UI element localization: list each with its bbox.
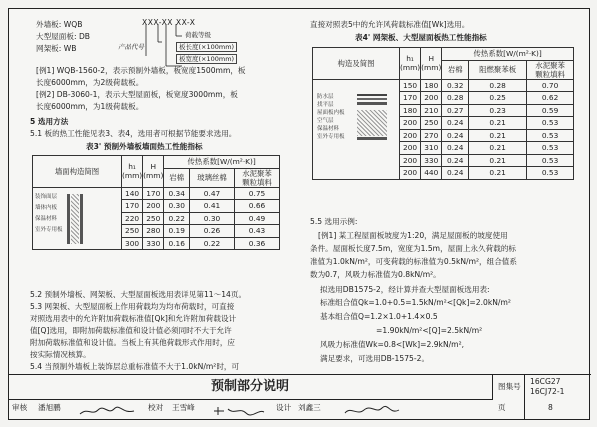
t3-head-cement: 水泥聚苯 颗粒填料 [235,168,280,187]
t4-cell: 0.24 [442,117,469,130]
t4-cell: 0.24 [442,129,469,142]
wall-outer-board [80,194,83,244]
section5-1: 5.1 板的热工性能见表3、表4，选用者可根据节能要求选用。 [30,129,237,138]
t3-cell: 0.66 [235,200,280,213]
layer-label: 保温材料 [317,125,340,132]
t4-cell: 0.53 [527,167,574,180]
t3-cell: 0.43 [235,225,280,238]
layer-label: 找平层 [317,101,334,108]
t4-head-h1: h₁ (mm) [400,48,421,80]
example-line: 满足要求，可选用DB-1575-2。 [320,354,430,363]
right-intro: 直接对照表5中的允许风荷载标准值[Wk]选用。 [310,20,470,29]
t3-head-rock: 岩棉 [164,168,190,187]
t3-cell: 330 [143,237,164,250]
t3-cell: 170 [122,200,143,213]
t4-cell: 0.23 [469,104,527,117]
roof-waterproof-line [357,94,387,96]
t3-cell: 0.22 [164,212,190,225]
t3-cell: 0.30 [190,212,235,225]
t3-head-h: H (mm) [143,156,164,188]
designer-signature [342,402,402,414]
atlas-label: 图集号 [498,382,521,391]
table3-title: 表3' 预制外墙板墙面热工性能指标 [86,142,203,151]
section5-3a: 5.3 网架板、大型屋面板上作用荷载均为均布荷载时，可直接 [30,302,235,311]
example-line: [例1] 某工程屋面板坡度为1:20，满足屋面板的坡度使用 [318,231,508,240]
t4-cell: 0.21 [469,142,527,155]
table-row [313,79,574,92]
example-line: 基本组合值Q=1.2×1.0+1.4×0.5 [320,312,438,321]
t3-cell: 280 [143,225,164,238]
example1-line2: 长度6000mm，为2级荷载板。 [36,78,144,87]
t3-cell: 0.34 [164,187,190,200]
page-label: 页 [498,403,506,412]
section5-3c: 值[Q]选用，即附加荷载标准值和设计值必须同时不大于允许 [30,326,232,335]
roof-code: 大型屋面板: DB [36,32,90,41]
layer-label: 装饰面层 [35,193,58,200]
t3-cell: 0.47 [190,187,235,200]
example-line: 拟选用DB1575-2，经计算并查大型屋面板选用表: [320,285,490,294]
t4-cell: 0.53 [527,142,574,155]
t4-cell: 200 [400,154,421,167]
t4-cell: 270 [421,129,442,142]
t4-cell: 180 [400,104,421,117]
frame-code: 网架板: WB [36,44,77,53]
t4-head-h: H (mm) [421,48,442,80]
section5-3e: 按实际情况核算。 [30,350,91,359]
t4-cell: 0.24 [442,142,469,155]
t3-cell: 0.75 [235,187,280,200]
roof-section-diagram [313,79,400,179]
t4-cell: 0.70 [527,79,574,92]
section5-3d: 附加荷载标准值和设计值。当板上有其他荷载形式作用时，应 [30,338,236,347]
t4-head-coef: 传热系数[W/(m²·K)] [442,48,574,61]
width-label: 板宽度(×100mm) [176,54,237,64]
t4-cell: 0.28 [442,92,469,105]
divider [524,375,525,419]
t3-cell: 0.26 [190,225,235,238]
layer-label: 屋面板内板 [317,109,345,116]
length-label: 板长度(×100mm) [176,42,237,52]
example1-line1: [例1] WQB-1560-2，表示预制外墙板，板宽度1500mm，板 [36,66,246,75]
t4-cell: 330 [421,154,442,167]
t4-cell: 170 [400,92,421,105]
example-line: 标准组合值Qk=1.0+0.5=1.5kN/m²<[Qk]=2.0kN/m² [320,298,511,307]
table-row [33,187,280,200]
example-line: 条件。屋面板长度7.5m，宽度为1.5m，屋面上永久荷载的标 [310,244,517,253]
t4-head-cement: 水泥聚苯 颗粒填料 [527,60,574,79]
t4-cell: 200 [400,117,421,130]
t3-cell: 0.49 [235,212,280,225]
t3-cell: 0.30 [164,200,190,213]
section5-2: 5.2 预制外墙板、网架板、大型屋面板选用表详见第11～14页。 [30,290,247,299]
t4-head-rock: 岩棉 [442,60,469,79]
t3-cell: 250 [143,212,164,225]
t4-cell: 0.21 [469,167,527,180]
wall-code: 外墙板: WQB [36,20,83,29]
example-line: 准值为1.0kN/m²，可变荷载的标准值为0.5kN/m²，组合值系 [310,257,517,266]
layer-label: 室外专用板 [317,133,345,140]
t4-cell: 0.21 [469,117,527,130]
title-block [8,374,591,419]
review-label: 审核 [12,403,28,412]
t3-cell: 200 [143,200,164,213]
t3-cell: 140 [122,187,143,200]
t4-cell: 210 [421,104,442,117]
t4-cell: 0.32 [442,79,469,92]
atlas-number-1: 16CG27 [530,377,561,386]
t3-cell: 0.16 [164,237,190,250]
check-label: 校对 [148,403,164,412]
t3-head-coef: 传热系数[W/(m²·K)] [164,156,280,169]
t3-cell: 0.36 [235,237,280,250]
example-line: 风吸力标准值Wk=0.8<[Wk]=2.9kN/m², [320,340,465,349]
t3-cell: 0.41 [190,200,235,213]
t3-head-glass: 玻璃丝棉 [190,168,235,187]
wall-insulation-hatch [71,194,79,244]
table3 [32,155,280,250]
section5-3b: 对照选用表中的允许附加荷载标准值[Qk]和允许附加荷载设计 [30,314,237,323]
t4-cell: 0.24 [442,154,469,167]
title-cell [8,375,493,400]
roof-outer-board [357,137,387,140]
checker-name: 王雪峰 [172,403,195,412]
t4-cell: 200 [400,142,421,155]
table4-title: 表4' 网架板、大型屋面板热工性能指标 [355,33,487,42]
code-format: XXX-XX XX-X [142,18,196,27]
s55-heading: 5.5 选用示例: [310,217,358,226]
layer-label: 防水层 [317,93,334,100]
load-grade-label: 荷载等级 [185,31,211,39]
t4-cell: 200 [421,92,442,105]
t3-cell: 0.22 [190,237,235,250]
t4-cell: 200 [400,129,421,142]
reviewer-signature [78,402,138,414]
wall-inner-board [67,194,70,244]
example2-line1: [例2] DB-3060-1，表示大型屋面板，板宽度3000mm，板 [36,90,238,99]
t4-cell: 0.62 [527,92,574,105]
layer-label: 保温材料 [35,215,58,222]
t3-cell: 170 [143,187,164,200]
reviewer-name: 潘旭鹏 [38,403,61,412]
t4-cell: 440 [421,167,442,180]
t4-head-diagram: 构造及简图 [313,48,400,80]
t4-cell: 180 [421,79,442,92]
t4-cell: 150 [400,79,421,92]
t4-cell: 0.53 [527,154,574,167]
t3-head-diagram: 墙面构造简图 [33,156,122,188]
t4-cell: 0.27 [442,104,469,117]
t3-cell: 300 [122,237,143,250]
page-title: 预制部分说明 [210,379,289,394]
roof-insulation-hatch [357,110,387,136]
t3-cell: 0.19 [164,225,190,238]
atlas-number-2: 16CJ72-1 [530,387,565,396]
section5-heading: 5 选用方法 [30,117,69,126]
t4-cell: 200 [400,167,421,180]
t3-cell: 220 [122,212,143,225]
layer-label: 墙体内板 [35,204,58,211]
t4-cell: 0.24 [442,167,469,180]
example-line: =1.90kN/m²<[Q]=2.5kN/m² [376,326,483,335]
example-line: 数为0.7，风吸力标准值为0.8kN/m²。 [310,270,441,279]
table4 [312,47,574,180]
t4-cell: 0.21 [469,129,527,142]
roof-level-line [357,98,387,100]
t4-cell: 0.59 [527,104,574,117]
t4-cell: 0.21 [469,154,527,167]
wall-section-diagram [33,187,122,250]
layer-label: 室外专用板 [35,226,63,233]
t4-cell: 0.53 [527,117,574,130]
t3-cell: 250 [122,225,143,238]
layer-label: 空气层 [317,117,334,124]
t4-cell: 0.53 [527,129,574,142]
t3-head-h1: h₁ (mm) [122,156,143,188]
t4-cell: 310 [421,142,442,155]
checker-signature [212,402,268,414]
roof-inner-board [357,102,387,105]
product-code-label: 产品代号 [118,43,144,51]
t4-head-epoxy: 阻燃聚苯板 [469,60,527,79]
t4-cell: 250 [421,117,442,130]
t4-cell: 0.25 [469,92,527,105]
divider [8,399,591,400]
t4-cell: 0.28 [469,79,527,92]
designer-name: 刘鑫三 [298,403,321,412]
section5-4: 5.4 当预制外墙板上装饰层总重标准值不大于1.0kN/m²时，可 [30,362,240,371]
design-label: 设计 [276,403,292,412]
example2-line2: 长度6000mm，为1级荷载板。 [36,102,144,111]
page-number: 8 [548,403,553,412]
